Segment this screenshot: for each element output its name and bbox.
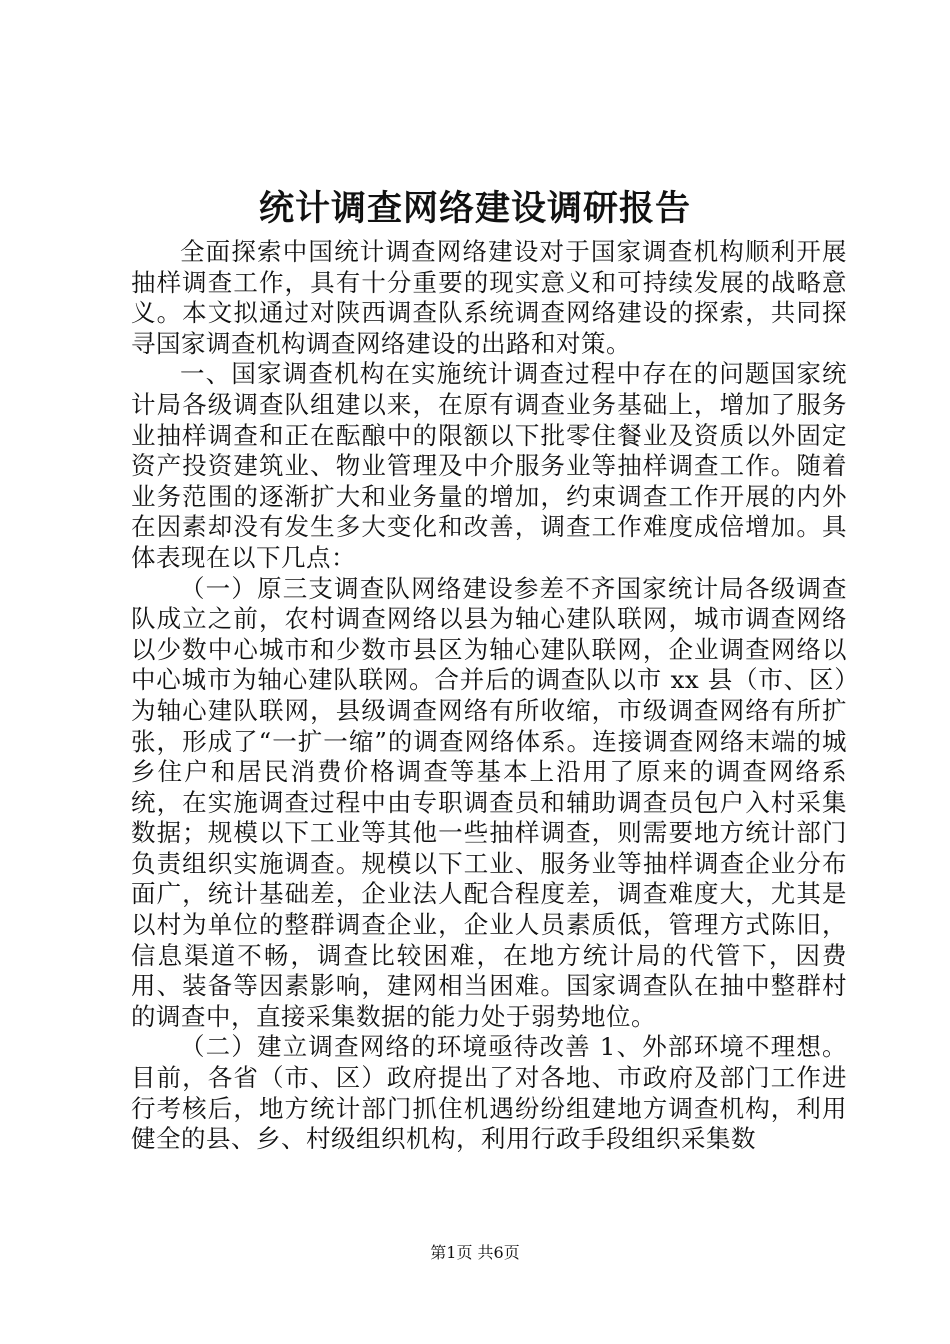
paragraph-subsection-1: （一）原三支调查队网络建设参差不齐国家统计局各级调查队成立之前，农村调查网络以县为轴心建队联网，城市调查网络以少数中心城市和少数市县区为轴心建队联网，企业调查网络以中心城市为轴心建队联网。合并后的调查队以市 xx 县（市、区）为轴心建队联网，县级调查网络有所收缩，市级调查网络有所扩张，形成了“一扩一缩”的调查网络体系。连接调查网络末端的城乡住户和居民消费价格调查等基本上沿用了原来的调查网络系统，在实施调查过程中由专职调查员和辅助调查员包户入村采集数据；规模以下工业等其他一些抽样调查，则需要地方统计部门负责组织实施调查。规模以下工业、服务业等抽样调查企业分布面广，统计基础差，企业法人配合程度差，调查难度大，尤其是以村为单位的整群调查企业，企业人员素质低，管理方式陈旧，信息渠道不畅，调查比较困难，在地方统计局的代管下，因费用、装备等因素影响，建网相当困难。国家调查队在抽中整群村的调查中，直接采集数据的能力处于弱势地位。 [131,573,847,1031]
document-body [131,237,847,1155]
paragraph-intro: 全面探索中国统计调查网络建设对于国家调查机构顺利开展抽样调查工作，具有十分重要的现实意义和可持续发展的战略意义。本文拟通过对陕西调查队系统调查网络建设的探索，共同探寻国家调查机构调查网络建设的出路和对策。 [131,237,847,358]
paragraph-subsection-2: （二）建立调查网络的环境亟待改善 1、外部环境不理想。目前，各省（市、区）政府提出了对各地、市政府及部门工作进行考核后，地方统计部门抓住机遇纷纷组建地方调查机构，利用健全的县、乡、村级组织机构，利用行政手段组织采集数 [131,1032,847,1154]
document-title: 统计调查网络建设调研报告 [258,188,691,229]
paragraph-section-1: 一、国家调查机构在实施统计调查过程中存在的问题国家统计局各级调查队组建以来，在原有调查业务基础上，增加了服务业抽样调查和正在酝酿中的限额以下批零住餐业及资质以外固定资产投资建筑业、物业管理及中介服务业等抽样调查工作。随着业务范围的逐渐扩大和业务量的增加，约束调查工作开展的内外在因素却没有发生多大变化和改善，调查工作难度成倍增加。具体表现在以下几点： [131,359,847,572]
page-number-footer: 第1页 共6页 [430,1243,520,1262]
